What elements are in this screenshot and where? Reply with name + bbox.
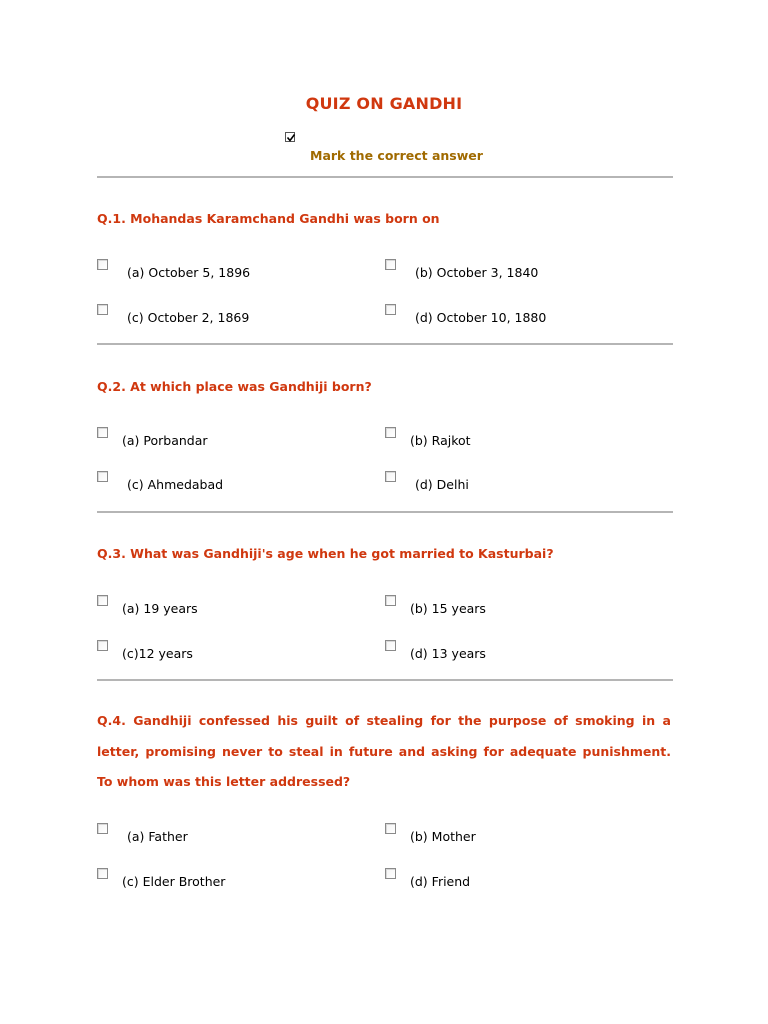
instruction-checkbox-checked — [285, 132, 295, 142]
option-label-q3-b: (b) 15 years — [410, 601, 486, 616]
option-label-q2-a: (a) Porbandar — [122, 433, 208, 448]
option-checkbox-q2-d[interactable] — [385, 471, 396, 482]
divider — [97, 343, 673, 345]
option-label-q2-b: (b) Rajkot — [410, 433, 471, 448]
option-label-q1-d: (d) October 10, 1880 — [415, 310, 547, 325]
option-label-q4-c: (c) Elder Brother — [122, 874, 226, 889]
option-label-q3-c: (c)12 years — [122, 646, 193, 661]
option-label-q3-a: (a) 19 years — [122, 601, 198, 616]
question-2-text: Q.2. At which place was Gandhiji born? — [97, 379, 372, 394]
option-checkbox-q4-c[interactable] — [97, 868, 108, 879]
option-label-q1-c: (c) October 2, 1869 — [127, 310, 250, 325]
option-checkbox-q3-b[interactable] — [385, 595, 396, 606]
option-checkbox-q2-b[interactable] — [385, 427, 396, 438]
question-4-text: Q.4. Gandhiji confessed his guilt of stealing for the purpose of smoking in a letter, promising never to steal in future and asking for adequate punishment. To whom was this letter addressed? — [97, 713, 671, 789]
option-checkbox-q2-c[interactable] — [97, 471, 108, 482]
option-checkbox-q4-b[interactable] — [385, 823, 396, 834]
option-label-q2-c: (c) Ahmedabad — [127, 477, 224, 492]
option-checkbox-q1-b[interactable] — [385, 259, 396, 270]
instruction-text: Mark the correct answer — [310, 148, 483, 163]
question-3-text: Q.3. What was Gandhiji's age when he got married to Kasturbai? — [97, 546, 554, 561]
option-label-q4-a: (a) Father — [127, 829, 188, 844]
option-checkbox-q3-d[interactable] — [385, 640, 396, 651]
option-checkbox-q1-a[interactable] — [97, 259, 108, 270]
option-checkbox-q4-a[interactable] — [97, 823, 108, 834]
divider — [97, 176, 673, 178]
option-label-q4-d: (d) Friend — [410, 874, 471, 889]
checkmark-icon — [286, 133, 296, 143]
quiz-title: QUIZ ON GANDHI — [305, 94, 463, 113]
divider — [97, 679, 673, 681]
question-1-text: Q.1. Mohandas Karamchand Gandhi was born on — [97, 211, 440, 226]
option-label-q2-d: (d) Delhi — [415, 477, 469, 492]
option-label-q4-b: (b) Mother — [410, 829, 476, 844]
option-checkbox-q3-a[interactable] — [97, 595, 108, 606]
option-label-q1-a: (a) October 5, 1896 — [127, 265, 251, 280]
option-label-q3-d: (d) 13 years — [410, 646, 486, 661]
option-checkbox-q4-d[interactable] — [385, 868, 396, 879]
option-checkbox-q2-a[interactable] — [97, 427, 108, 438]
option-label-q1-b: (b) October 3, 1840 — [415, 265, 539, 280]
option-checkbox-q3-c[interactable] — [97, 640, 108, 651]
option-checkbox-q1-d[interactable] — [385, 304, 396, 315]
option-checkbox-q1-c[interactable] — [97, 304, 108, 315]
divider — [97, 511, 673, 513]
